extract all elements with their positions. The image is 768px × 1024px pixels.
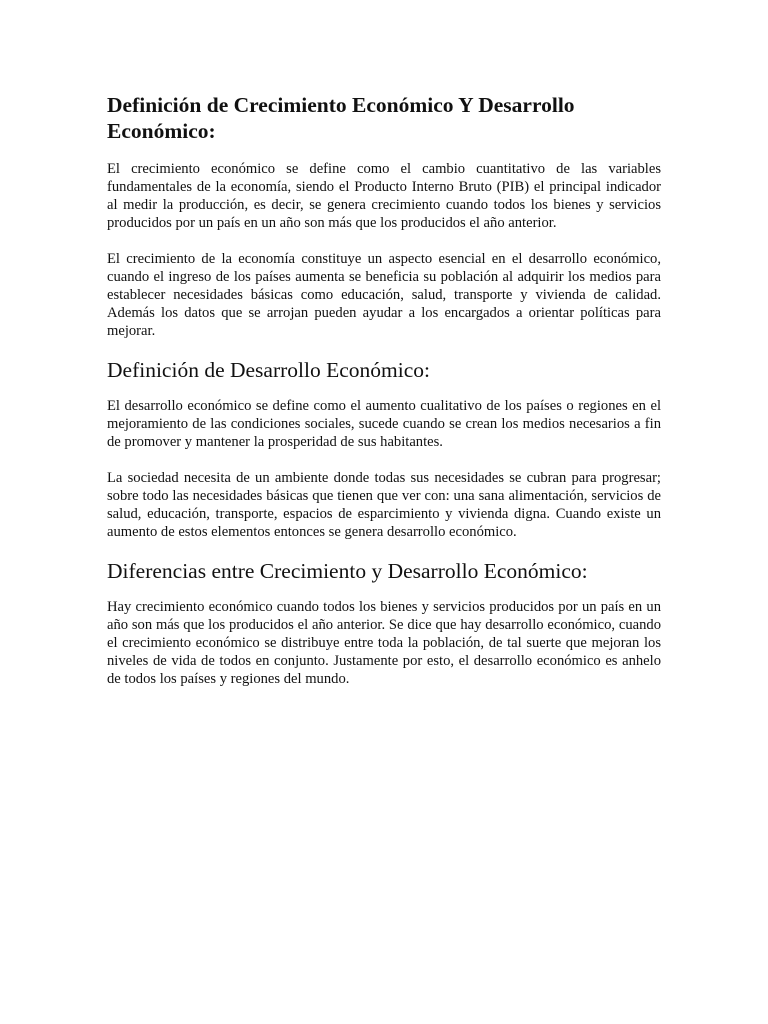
document-page (107, 92, 661, 706)
section-heading-diferencias: Diferencias entre Crecimiento y Desarrollo Económico: (107, 559, 588, 583)
paragraph-diferencias: Hay crecimiento económico cuando todos los bienes y servicios producidos por un país en un año son más que los producidos el año anterior. Se dice que hay desarrollo económico, cuando el crecimiento económico se distribuye entre toda la población, de tal suerte que mejoran los niveles de vida de todos en conjunto. Justamente por esto, el desarrollo económico es anhelo de todos los países y regiones del mundo. (107, 599, 661, 687)
paragraph-crecimiento-definicion: El crecimiento económico se define como el cambio cuantitativo de las variables fundamentales de la economía, siendo el Producto Interno Bruto (PIB) el principal indicador al medir la producción, es decir, se genera crecimiento cuando todos los bienes y servicios producidos por un país en un año son más que los producidos el año anterior. (107, 161, 661, 231)
paragraph-desarrollo-definicion: El desarrollo económico se define como el aumento cualitativo de los países o regiones en el mejoramiento de las condiciones sociales, sucede cuando se crean los medios necesarios a fin de promover y mantener la prosperidad de sus habitantes. (107, 398, 661, 450)
section-heading-definicion-crecimiento: Definición de Crecimiento Económico Y Desarrollo Económico: (107, 93, 575, 143)
paragraph-crecimiento-importancia: El crecimiento de la economía constituye un aspecto esencial en el desarrollo económico, cuando el ingreso de los países aumenta se beneficia su población al adquirir los medios para establecer necesidades básicas como educación, salud, transporte y vivienda de calidad. Además los datos que se arrojan pueden ayudar a los encargados a orientar políticas para mejorar. (107, 251, 661, 339)
section-heading-definicion-desarrollo: Definición de Desarrollo Económico: (107, 358, 430, 382)
paragraph-desarrollo-necesidades: La sociedad necesita de un ambiente donde todas sus necesidades se cubran para progresar; sobre todo las necesidades básicas que tienen que ver con: una sana alimentación, servicios de salud, educación, transporte, espacios de esparcimiento y vivienda digna. Cuando existe un aumento de estos elementos entonces se genera desarrollo económico. (107, 470, 661, 540)
